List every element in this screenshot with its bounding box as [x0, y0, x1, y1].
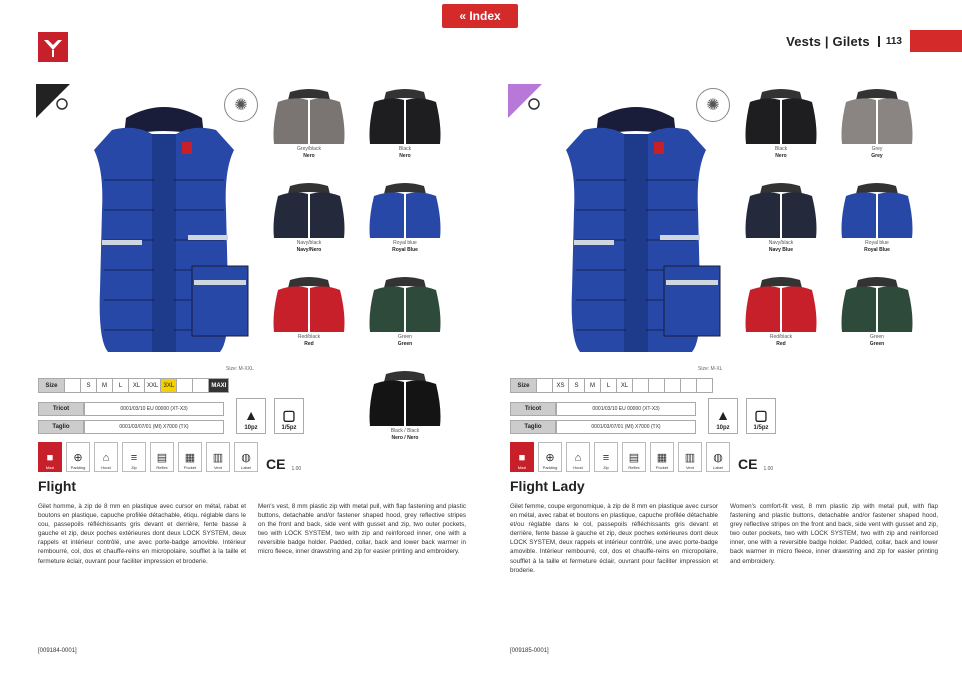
color-swatch[interactable] — [364, 368, 446, 442]
color-swatch[interactable] — [268, 180, 350, 254]
pack-info — [236, 398, 266, 434]
description-french: Gilet femme, coupe ergonomique, à zip de 8 mm en plastique avec cursor en métal, avec rabat et boutons en plastique, capuche profilée détachable et/ou réglable dans le col, passepoils réfléchissants gris devant et derrière, fente basse à gauche et zip, deux poches extérieures dont deux LOCK SYSTEM, deux rappels et intérieur contrôlé, une avec porte-badge amovible. Intérieur rembourré, col, dos et chauffe-reins en micropolaire, soufflet à la taille et fermeture éclair, ouvrant pour faciliter impression et broderie. — [510, 503, 718, 574]
swatch-color-name: Grey — [871, 146, 883, 152]
ce-number: 1.00 — [291, 466, 302, 472]
swatch-image — [364, 368, 446, 426]
swatch-color-name: Black — [398, 146, 412, 152]
feature-badge — [234, 442, 258, 472]
description-english: Women's comfort-fit vest, 8 mm plastic zip with metal pull, with flap fastening and plastic buttons, detachable and/or fastener shaped hood, grey reflective stripes on the front and back, side vent with gusset and zip, two outer pockets, two with LOCK SYSTEM, two with zip and reinforced inner, one with a reversible badge holder. Padded, collar, back and lower back warmer in micro fleece, inner drawstring and zip for easier printing and embroidery. — [730, 503, 938, 565]
product-code: [009184-0001] — [38, 648, 77, 654]
size-cell: M — [97, 379, 113, 393]
swatch-color-name: Grey/black — [297, 146, 321, 152]
swatch-color-code: Navy Blue — [768, 247, 794, 253]
feature-icons — [38, 442, 301, 472]
product-2 — [508, 80, 948, 670]
product-title: Flight Lady — [510, 478, 585, 494]
section-title: Vests | Gilets — [786, 33, 870, 49]
pack-label: 10pz — [716, 425, 730, 431]
code-row — [510, 402, 696, 416]
size-cell: S — [81, 379, 97, 393]
swatch-color-code: Royal Blue — [864, 247, 890, 253]
size-cell: XL — [617, 379, 633, 393]
swatch-color-code: Navy/Nero — [296, 247, 322, 253]
size-cell — [177, 379, 193, 393]
feature-label: Reflex — [156, 465, 168, 470]
swatch-vest-icon — [836, 86, 918, 144]
code-label: Taglio — [510, 420, 556, 434]
size-cell: XS — [553, 379, 569, 393]
feature-icon: ▦ — [184, 452, 196, 464]
feature-icon: ▥ — [212, 452, 224, 464]
code-row — [510, 420, 696, 434]
color-swatch[interactable] — [836, 180, 918, 254]
swatch-color-name: Red/black — [297, 334, 321, 340]
product-code: [009185-0001] — [510, 648, 549, 654]
code-label: Tricot — [38, 402, 84, 416]
feature-icon: ▤ — [628, 452, 640, 464]
feature-icon: ◍ — [241, 452, 251, 464]
feature-label: Hood — [101, 465, 111, 470]
section-tab[interactable] — [910, 30, 962, 52]
description-french: Gilet homme, à zip de 8 mm en plastique avec cursor en métal, rabat et boutons en plastique, capuche profilée détachable, étiqu. réglable dans le cou, passepoils réfléchissants gris devant et derrière, fente basse à gauche et zip, deux poches extérieures dont deux LOCK SYSTEM, deux rappels et intérieur contrôlé, une avec porte-badge amovible. Intérieur rembourré, col, dos et chauffe-reins en micropolaire, soufflet à la taille et fermeture éclair, ouvrant pour faciliter impression et broderie. — [38, 503, 246, 565]
swatch-vest-icon — [740, 86, 822, 144]
feature-badge — [622, 442, 646, 472]
feature-label: Padding — [542, 465, 558, 470]
pack-label: 1/5pz — [281, 425, 297, 431]
feature-badge — [66, 442, 90, 472]
color-swatch[interactable] — [268, 274, 350, 348]
swatch-image — [268, 180, 350, 238]
swatch-color-code: Red — [304, 341, 314, 347]
feature-icon: ⊕ — [73, 452, 83, 464]
feature-icon: ▤ — [156, 452, 168, 464]
swatch-color-name: Red/black — [769, 334, 793, 340]
feature-label: Label — [713, 465, 723, 470]
size-cell: MAXI — [209, 379, 229, 393]
swatch-color-code: Red — [776, 341, 786, 347]
swatch-vest-icon — [364, 368, 446, 426]
size-table — [38, 378, 229, 393]
feature-label: Vent — [213, 465, 222, 470]
ce-mark: CE — [266, 456, 286, 472]
swatch-color-code: Green — [869, 341, 885, 347]
size-cell: L — [113, 379, 129, 393]
size-cell — [649, 379, 665, 393]
color-swatch[interactable] — [268, 86, 350, 160]
swatch-image — [740, 180, 822, 238]
size-cell — [633, 379, 649, 393]
swatch-vest-icon — [740, 274, 822, 332]
feature-label: Pocket — [183, 465, 197, 470]
swatch-vest-icon — [740, 180, 822, 238]
swatch-vest-icon — [836, 274, 918, 332]
feature-label: Vent — [685, 465, 694, 470]
swatch-vest-icon — [364, 274, 446, 332]
feature-label: Pocket — [655, 465, 669, 470]
feature-icon: ⌂ — [574, 452, 582, 464]
swatch-color-name: Navy/black — [768, 240, 794, 246]
swatch-color-name: Royal blue — [865, 240, 889, 246]
code-label: Tricot — [510, 402, 556, 416]
swatch-image — [364, 274, 446, 332]
product-main-image — [536, 90, 736, 360]
size-table — [510, 378, 713, 393]
swatch-vest-icon — [836, 180, 918, 238]
feature-label: Padding — [70, 465, 86, 470]
size-cell — [681, 379, 697, 393]
code-label: Taglio — [38, 420, 84, 434]
size-reference: Size: M-XL — [698, 366, 723, 372]
page-number: 113 — [878, 36, 902, 47]
feature-badge — [38, 442, 62, 472]
size-cell: XXL — [145, 379, 161, 393]
feature-icon: ■ — [518, 452, 526, 464]
feature-badge — [94, 442, 118, 472]
swatch-color-code: Grey — [871, 153, 883, 159]
size-reference: Size: M-XXL — [226, 366, 254, 372]
feature-icon: ▥ — [684, 452, 696, 464]
feature-label: Zip — [603, 465, 609, 470]
weight-icon: ▲ — [716, 407, 730, 423]
size-cell: L — [601, 379, 617, 393]
pack-info — [746, 398, 776, 434]
swatch-color-code: Green — [397, 341, 413, 347]
swatch-color-name: Green — [870, 334, 884, 340]
feature-label: Label — [241, 465, 251, 470]
code-value: 0001/03/07/01 (MI) X7000 (TX) — [556, 420, 696, 434]
swatch-color-code: Royal Blue — [392, 247, 418, 253]
feature-badge — [510, 442, 534, 472]
vest-illustration-icon — [64, 90, 264, 360]
swatch-image — [740, 274, 822, 332]
swatch-image — [836, 180, 918, 238]
swatch-color-code: Nero / Nero — [391, 435, 419, 441]
size-cell — [537, 379, 553, 393]
size-cell: XL — [129, 379, 145, 393]
box-icon: ▢ — [754, 407, 768, 423]
section-header — [786, 30, 962, 52]
feature-label: Maxi — [517, 465, 527, 470]
color-swatch[interactable] — [364, 274, 446, 348]
feature-icon: ⊕ — [545, 452, 555, 464]
code-rows — [38, 402, 224, 438]
swatch-vest-icon — [268, 180, 350, 238]
swatch-image — [268, 86, 350, 144]
swatch-vest-icon — [268, 274, 350, 332]
code-value: 0001/03/07/01 (MI) X7000 (TX) — [84, 420, 224, 434]
feature-badge — [566, 442, 590, 472]
product-title: Flight — [38, 478, 77, 494]
feature-label: Zip — [131, 465, 137, 470]
swatch-vest-icon — [364, 180, 446, 238]
code-rows — [510, 402, 696, 438]
size-cell — [665, 379, 681, 393]
size-cell — [65, 379, 81, 393]
color-swatch[interactable] — [836, 86, 918, 160]
swatch-color-name: Black — [774, 146, 788, 152]
product-1 — [36, 80, 476, 670]
description-english: Men's vest, 8 mm plastic zip with metal pull, with flap fastening and plastic buttons, detachable and/or fastener shaped hood, grey reflective stripes on the front and back, side vent with gusset and zip, two outer pockets, two with LOCK SYSTEM, two with zip and reinforced inner, one with a reversible badge holder. Padded, collar, back and lower back warmer in micro fleece, inner drawstring and zip for easier printing and embroidery. — [258, 503, 466, 556]
brand-mark-icon — [38, 32, 68, 62]
swatch-image — [740, 86, 822, 144]
feature-badge — [178, 442, 202, 472]
feature-icon: ⌂ — [102, 452, 110, 464]
size-cell: M — [585, 379, 601, 393]
pack-info — [708, 398, 738, 434]
feature-label: Hood — [573, 465, 583, 470]
swatch-image — [364, 86, 446, 144]
feature-badge — [122, 442, 146, 472]
feature-badge — [650, 442, 674, 472]
feature-icon: ▦ — [656, 452, 668, 464]
swatch-color-name: Green — [398, 334, 412, 340]
vest-illustration-icon — [536, 90, 736, 360]
ce-number: 1.00 — [763, 466, 774, 472]
feature-icon: ■ — [46, 452, 54, 464]
pack-label: 10pz — [244, 425, 258, 431]
code-value: 0001/03/10 EU 00000 (XT-X3) — [84, 402, 224, 416]
swatch-vest-icon — [364, 86, 446, 144]
swatch-vest-icon — [268, 86, 350, 144]
code-row — [38, 420, 224, 434]
code-value: 0001/03/10 EU 00000 (XT-X3) — [556, 402, 696, 416]
feature-icon: ◍ — [713, 452, 723, 464]
feature-icons — [510, 442, 773, 472]
feature-badge — [678, 442, 702, 472]
size-label: Size — [39, 379, 65, 393]
feature-badge — [150, 442, 174, 472]
ce-mark: CE — [738, 456, 758, 472]
size-label: Size — [511, 379, 537, 393]
feature-label: Maxi — [45, 465, 55, 470]
feature-label: Reflex — [628, 465, 640, 470]
color-swatch[interactable] — [740, 180, 822, 254]
size-cell — [697, 379, 713, 393]
pack-info — [274, 398, 304, 434]
care-symbol-icon: ✺ — [696, 88, 730, 122]
feature-badge — [706, 442, 730, 472]
color-swatch[interactable] — [364, 86, 446, 160]
feature-icon: ≡ — [130, 452, 138, 464]
feature-icon: ≡ — [602, 452, 610, 464]
index-button[interactable]: « Index — [442, 4, 518, 28]
color-swatch[interactable] — [740, 86, 822, 160]
product-main-image — [64, 90, 264, 360]
feature-badge — [594, 442, 618, 472]
care-symbol-icon: ✺ — [224, 88, 258, 122]
swatch-color-code: Nero — [775, 153, 787, 159]
swatch-image — [836, 86, 918, 144]
swatch-color-code: Nero — [399, 153, 411, 159]
feature-badge — [206, 442, 230, 472]
color-swatch[interactable] — [740, 274, 822, 348]
swatch-color-name: Navy/black — [296, 240, 322, 246]
swatch-image — [836, 274, 918, 332]
code-row — [38, 402, 224, 416]
brand-logo — [38, 32, 68, 62]
color-swatch[interactable] — [364, 180, 446, 254]
pack-label: 1/5pz — [753, 425, 769, 431]
size-cell: S — [569, 379, 585, 393]
size-cell: 3XL — [161, 379, 177, 393]
color-swatch[interactable] — [836, 274, 918, 348]
swatch-image — [364, 180, 446, 238]
size-cell — [193, 379, 209, 393]
swatch-color-name: Black / Black — [390, 428, 420, 434]
feature-badge — [538, 442, 562, 472]
swatch-color-name: Royal blue — [393, 240, 417, 246]
swatch-color-code: Nero — [303, 153, 315, 159]
box-icon: ▢ — [282, 407, 296, 423]
weight-icon: ▲ — [244, 407, 258, 423]
swatch-image — [268, 274, 350, 332]
